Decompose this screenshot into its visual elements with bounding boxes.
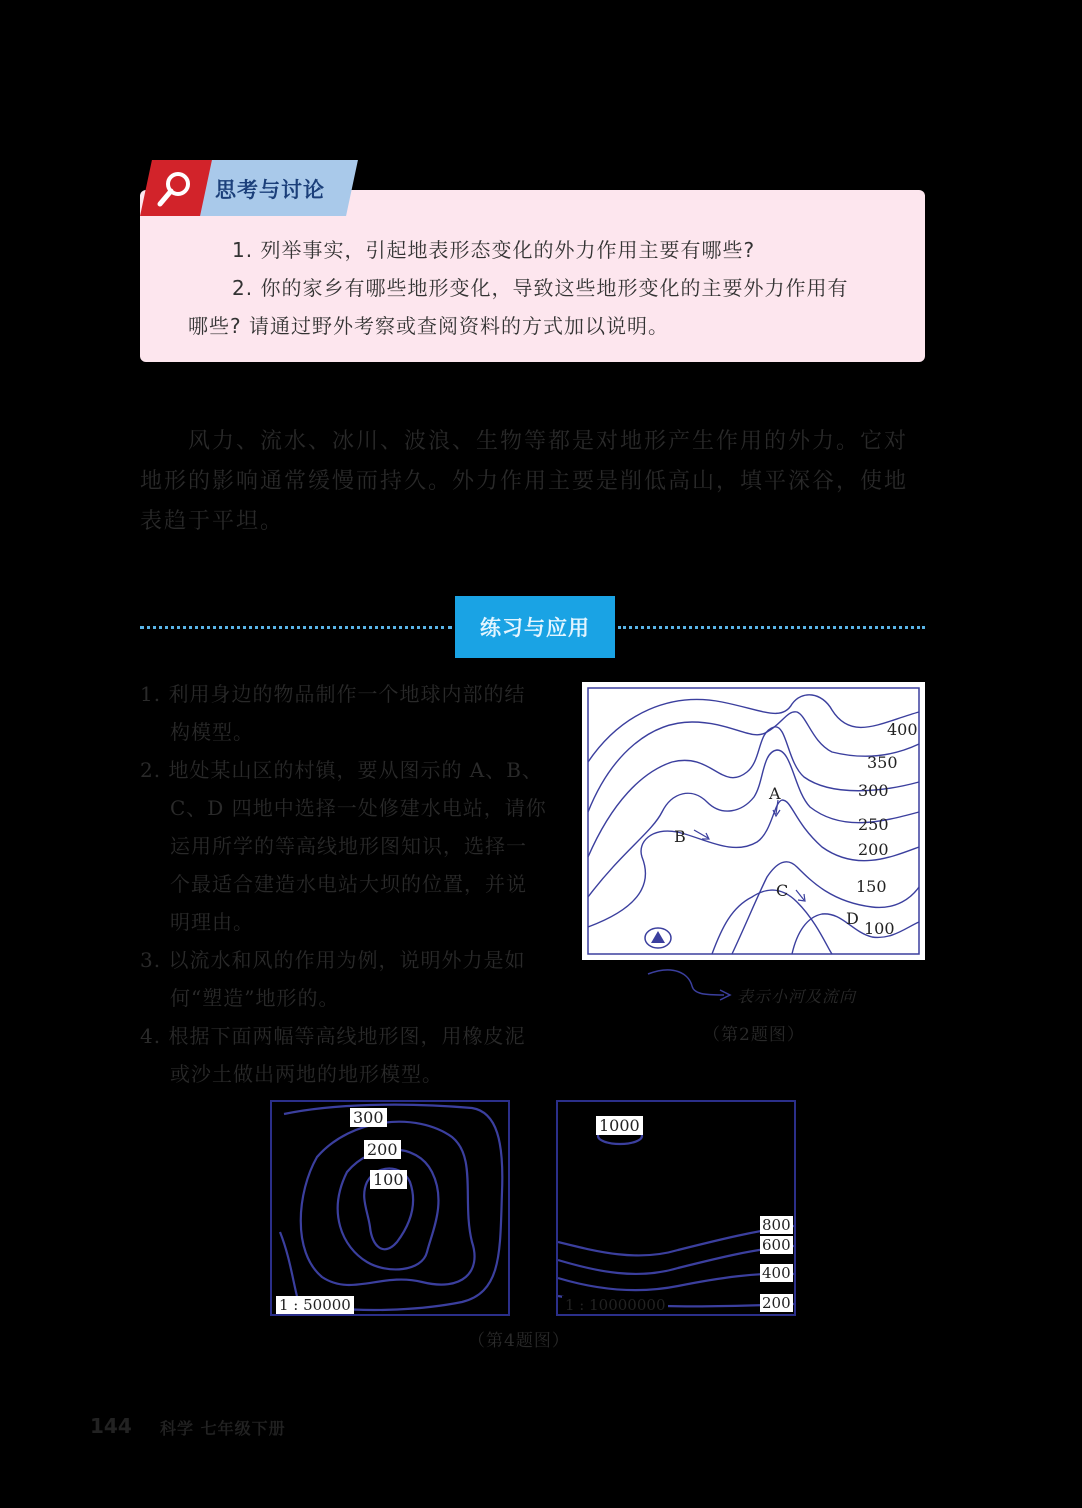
river-legend-icon bbox=[644, 964, 736, 1004]
point-label-a: A bbox=[769, 784, 781, 803]
figure4-caption: （第4题图） bbox=[468, 1331, 570, 1351]
right-map-label-800: 800 bbox=[762, 1216, 791, 1234]
right-map-label-1000: 1000 bbox=[596, 1116, 643, 1135]
contour-label-250: 250 bbox=[858, 815, 889, 834]
practice-title: 练习与应用 bbox=[480, 616, 590, 640]
contour-label-400: 400 bbox=[887, 720, 918, 739]
think-discuss-title: 思考与讨论 bbox=[215, 178, 325, 202]
book-title: 科学 七年级下册 bbox=[160, 1419, 286, 1438]
point-label-d: D bbox=[846, 909, 859, 928]
right-map-label-600: 600 bbox=[762, 1236, 791, 1254]
section-divider-left bbox=[140, 626, 452, 629]
contour-label-200: 200 bbox=[858, 840, 889, 859]
left-map-label-300: 300 bbox=[350, 1108, 387, 1127]
body-paragraph-line1: 风力、流水、冰川、波浪、生物等都是对地形产生作用的外力。它对 bbox=[188, 429, 909, 454]
contour-label-300: 300 bbox=[858, 781, 889, 800]
page-number: 144 bbox=[90, 1414, 132, 1438]
practice-q3-line1: 3. 以流水和风的作用为例，说明外力是如 bbox=[140, 948, 526, 972]
practice-q4-line1: 4. 根据下面两幅等高线地形图，用橡皮泥 bbox=[140, 1024, 526, 1048]
practice-q2-line2: C、D 四地中选择一处修建水电站，请你 bbox=[170, 796, 547, 820]
section-divider-right bbox=[618, 626, 925, 629]
contour-label-350: 350 bbox=[867, 753, 898, 772]
think-question-1: 1. 列举事实，引起地表形态变化的外力作用主要有哪些? bbox=[232, 238, 756, 262]
practice-q4-line2: 或沙土做出两地的地形模型。 bbox=[170, 1062, 443, 1086]
figure4-left-map bbox=[270, 1100, 510, 1316]
left-map-label-100: 100 bbox=[370, 1170, 407, 1189]
practice-q2-line5: 明理由。 bbox=[170, 910, 254, 934]
figure2-contour-map bbox=[582, 682, 925, 960]
contour-label-150: 150 bbox=[856, 877, 887, 896]
point-label-b: B bbox=[674, 827, 686, 846]
contour-label-100: 100 bbox=[864, 919, 895, 938]
practice-q1-line2: 构模型。 bbox=[170, 720, 254, 744]
right-map-scale: 1 : 10000000 bbox=[562, 1296, 668, 1314]
right-map-label-400: 400 bbox=[762, 1264, 791, 1282]
practice-q2-line1: 2. 地处某山区的村镇，要从图示的 A、B、 bbox=[140, 758, 543, 782]
figure2-caption: （第2题图） bbox=[703, 1025, 805, 1045]
think-question-2-line1: 2. 你的家乡有哪些地形变化，导致这些地形变化的主要外力作用有 bbox=[232, 276, 849, 300]
practice-q1-line1: 1. 利用身边的物品制作一个地球内部的结 bbox=[140, 682, 526, 706]
think-question-2-line2: 哪些? 请通过野外考察或查阅资料的方式加以说明。 bbox=[188, 314, 669, 338]
body-paragraph-line3: 表趋于平坦。 bbox=[140, 509, 285, 534]
figure4-right-map bbox=[556, 1100, 796, 1316]
left-map-scale: 1 : 50000 bbox=[276, 1296, 354, 1314]
practice-q3-line2: 何“塑造”地形的。 bbox=[170, 986, 340, 1010]
left-map-label-200: 200 bbox=[364, 1140, 401, 1159]
practice-q2-line3: 运用所学的等高线地形图知识，选择一 bbox=[170, 834, 527, 858]
right-map-label-200: 200 bbox=[762, 1294, 791, 1312]
practice-q2-line4: 个最适合建造水电站大坝的位置，并说 bbox=[170, 872, 527, 896]
magnifier-icon bbox=[150, 164, 202, 212]
body-paragraph-line2: 地形的影响通常缓慢而持久。外力作用主要是削低高山，填平深谷，使地 bbox=[140, 469, 909, 494]
point-label-c: C bbox=[776, 881, 789, 900]
figure2-svg bbox=[582, 682, 925, 960]
river-legend-text: 表示小河及流向 bbox=[737, 987, 857, 1006]
